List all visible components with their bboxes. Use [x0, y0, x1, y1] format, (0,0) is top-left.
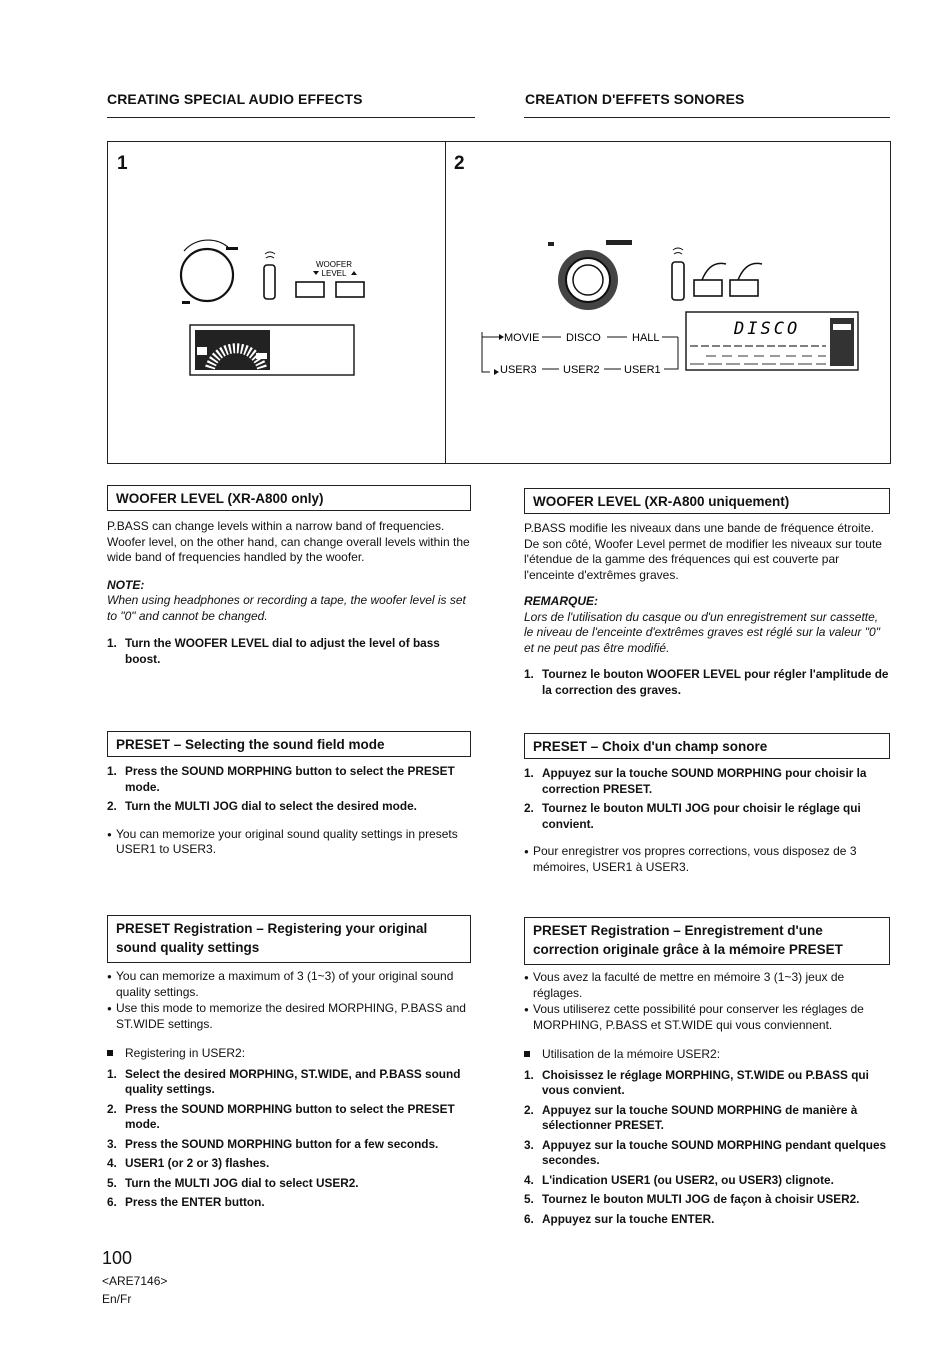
fr-woofer-step: [524, 667, 890, 698]
step-number: 6.: [524, 1211, 534, 1226]
step-number: 1.: [107, 1066, 117, 1081]
en-registration-section: [107, 969, 473, 1217]
woofer-label-bottom: LEVEL: [321, 269, 347, 278]
mode-top-2: HALL: [632, 332, 660, 344]
step-text: Select the desired MORPHING, ST.WIDE, and P.BASS sound quality settings.: [125, 1066, 461, 1096]
step-text: Appuyez sur la touche ENTER.: [542, 1211, 715, 1226]
header-right-title: CREATION D'EFFETS SONORES: [525, 91, 745, 107]
step-number: 5.: [107, 1175, 117, 1190]
fr-preset-title: PRESET – Choix d'un champ sonore: [524, 733, 890, 759]
sound-morphing-button-icon: [694, 263, 726, 296]
enter-button-icon: [730, 263, 762, 296]
en-registration-step: [107, 1137, 473, 1153]
fr-registration-bullet: ● Vous utiliserez cette possibilité pour conserver les réglages de MORPHING, P.BASS et ST.WIDE qui vous conviennent.: [524, 1002, 890, 1033]
step-number: 4.: [524, 1172, 534, 1187]
en-preset-title: PRESET – Selecting the sound field mode: [107, 731, 471, 757]
language-code: En/Fr: [102, 1292, 132, 1306]
figure-2-number: 2: [454, 153, 465, 174]
step-text: Tournez le bouton MULTI JOG de façon à choisir USER2.: [542, 1192, 860, 1206]
en-registration-step: [107, 1102, 473, 1133]
document-code: <ARE7146>: [102, 1274, 168, 1288]
step-number: 1.: [524, 766, 534, 780]
fr-preset-step: [524, 766, 890, 797]
mode-top-1: DISCO: [566, 332, 601, 344]
fr-preset-bullet: ● Pour enregistrer vos propres corrections, vous disposez de 3 mémoires, USER1 à USER3.: [524, 844, 890, 875]
woofer-label-top: WOOFER: [316, 260, 352, 269]
en-registration-bullet: ● You can memorize a maximum of 3 (1~3) of your original sound quality settings.: [107, 969, 473, 1000]
figure-1-illustration: [170, 235, 380, 380]
en-registration-sub: Registering in USER2:: [107, 1046, 473, 1062]
en-preset-step: [107, 799, 473, 815]
fr-registration-step: [524, 1103, 890, 1134]
step-text: Choisissez le réglage MORPHING, ST.WIDE ou P.BASS qui vous convient.: [542, 1067, 869, 1097]
fr-registration-sub: Utilisation de la mémoire USER2:: [524, 1047, 890, 1063]
en-woofer-step: [107, 636, 473, 667]
header-right-rule: [524, 117, 890, 118]
figure-1-number: 1: [117, 153, 128, 174]
step-number: 2.: [107, 799, 117, 813]
step-text: Appuyez sur la touche SOUND MORPHING pour choisir la correction PRESET.: [542, 766, 867, 796]
step-text: Appuyez sur la touche SOUND MORPHING pendant quelques secondes.: [542, 1137, 887, 1167]
step-number: 6.: [107, 1195, 117, 1209]
display-panel-icon: [190, 325, 354, 375]
step-number: 2.: [107, 1101, 117, 1116]
step-number: 1.: [107, 636, 117, 650]
step-text: Turn the MULTI JOG dial to select the desired mode.: [125, 799, 417, 813]
headphone-jack-icon-2: [672, 248, 684, 300]
en-preset-step: [107, 764, 473, 795]
en-registration-title: PRESET Registration – Registering your original sound quality settings: [107, 915, 471, 963]
step-number: 3.: [524, 1137, 534, 1152]
en-registration-step: [107, 1195, 473, 1211]
step-text: USER1 (or 2 or 3) flashes.: [125, 1156, 270, 1170]
en-woofer-note-label: NOTE:: [107, 577, 145, 592]
step-text: Tournez le bouton WOOFER LEVEL pour régler l'amplitude de la correction des graves.: [542, 667, 889, 697]
header-left-title: CREATING SPECIAL AUDIO EFFECTS: [107, 91, 363, 107]
en-registration-step: [107, 1156, 473, 1172]
figure-2-illustration: [466, 232, 866, 382]
fr-woofer-title: WOOFER LEVEL (XR-A800 uniquement): [524, 488, 890, 514]
lcd-display-icon: [686, 312, 858, 370]
en-woofer-title: WOOFER LEVEL (XR-A800 only): [107, 485, 471, 511]
step-text: Press the SOUND MORPHING button to select the PRESET mode.: [125, 1101, 455, 1131]
fr-woofer-note-body: Lors de l'utilisation du casque ou d'un enregistrement sur cassette, le niveau de l'enceinte d'extrêmes graves est réglé sur la valeur "0" et ne peut pas être modifié.: [524, 609, 880, 655]
fr-registration-step: [524, 1212, 890, 1228]
woofer-up-button-icon: [336, 282, 364, 297]
header-left-rule: [107, 117, 475, 118]
fr-woofer-note-label: REMARQUE:: [524, 594, 598, 608]
step-text: Turn the WOOFER LEVEL dial to adjust the level of bass boost.: [125, 636, 440, 666]
step-text: Appuyez sur la touche SOUND MORPHING de manière à sélectionner PRESET.: [542, 1102, 858, 1132]
step-number: 1.: [524, 1067, 534, 1082]
step-text: Press the SOUND MORPHING button for a few seconds.: [125, 1136, 439, 1151]
step-number: 4.: [107, 1156, 117, 1170]
multi-jog-dial-icon: [548, 240, 632, 310]
fr-registration-step: [524, 1192, 890, 1208]
mode-cycle-diagram: [482, 332, 678, 376]
fr-registration-step: [524, 1068, 890, 1099]
mode-top-0: MOVIE: [504, 332, 540, 344]
figure-divider: [445, 141, 446, 463]
fr-registration-step: [524, 1173, 890, 1189]
lcd-text: DISCO: [734, 319, 801, 339]
en-registration-bullet: ● Use this mode to memorize the desired MORPHING, P.BASS and ST.WIDE settings.: [107, 1001, 473, 1032]
fr-registration-bullet: ● Vous avez la faculté de mettre en mémoire 3 (1~3) jeux de réglages.: [524, 970, 890, 1001]
en-woofer-note-body: When using headphones or recording a tape, the woofer level is set to "0" and cannot be changed.: [107, 593, 466, 623]
en-registration-step: [107, 1067, 473, 1098]
en-preset-section: [107, 764, 473, 866]
en-preset-bullet: ● You can memorize your original sound quality settings in presets USER1 to USER3.: [107, 827, 473, 858]
step-text: Turn the MULTI JOG dial to select USER2.: [125, 1175, 359, 1190]
fr-preset-step: [524, 801, 890, 832]
woofer-down-button-icon: [296, 282, 324, 297]
fr-registration-section: [524, 970, 890, 1233]
step-number: 3.: [107, 1136, 117, 1151]
step-text: Press the ENTER button.: [125, 1195, 265, 1209]
fr-registration-step: [524, 1138, 890, 1169]
fr-preset-section: [524, 766, 890, 883]
step-number: 5.: [524, 1192, 534, 1206]
step-number: 2.: [524, 801, 534, 815]
mode-bottom-2: USER1: [624, 364, 661, 376]
step-text: Tournez le bouton MULTI JOG pour choisir le réglage qui convient.: [542, 801, 861, 831]
en-woofer-section: [107, 519, 473, 673]
headphone-jack-icon: [264, 252, 275, 299]
mode-bottom-0: USER3: [500, 364, 537, 376]
step-number: 1.: [107, 764, 117, 778]
step-text: Press the SOUND MORPHING button to select the PRESET mode.: [125, 764, 455, 794]
fr-woofer-body: P.BASS modifie les niveaux dans une bande de fréquence étroite. De son côté, Woofer Level permet de modifier les niveaux sur toute l'étendue de la gamme des fréquences qui est couverte par l'enceinte d'extrêmes graves.: [524, 521, 882, 582]
step-number: 2.: [524, 1102, 534, 1117]
step-number: 1.: [524, 667, 534, 681]
fr-registration-title: PRESET Registration – Enregistrement d'une correction originale grâce à la mémoire PRESET: [524, 917, 890, 965]
en-woofer-body: P.BASS can change levels within a narrow band of frequencies. Woofer level, on the other hand, can change overall levels within the wide band of frequencies handled by the woofer.: [107, 519, 470, 564]
volume-dial-icon: [181, 240, 238, 304]
en-registration-step: [107, 1176, 473, 1192]
fr-woofer-section: [524, 521, 890, 704]
page-number: 100: [102, 1248, 133, 1268]
mode-bottom-1: USER2: [563, 364, 600, 376]
step-text: L'indication USER1 (ou USER2, ou USER3) clignote.: [542, 1172, 834, 1187]
